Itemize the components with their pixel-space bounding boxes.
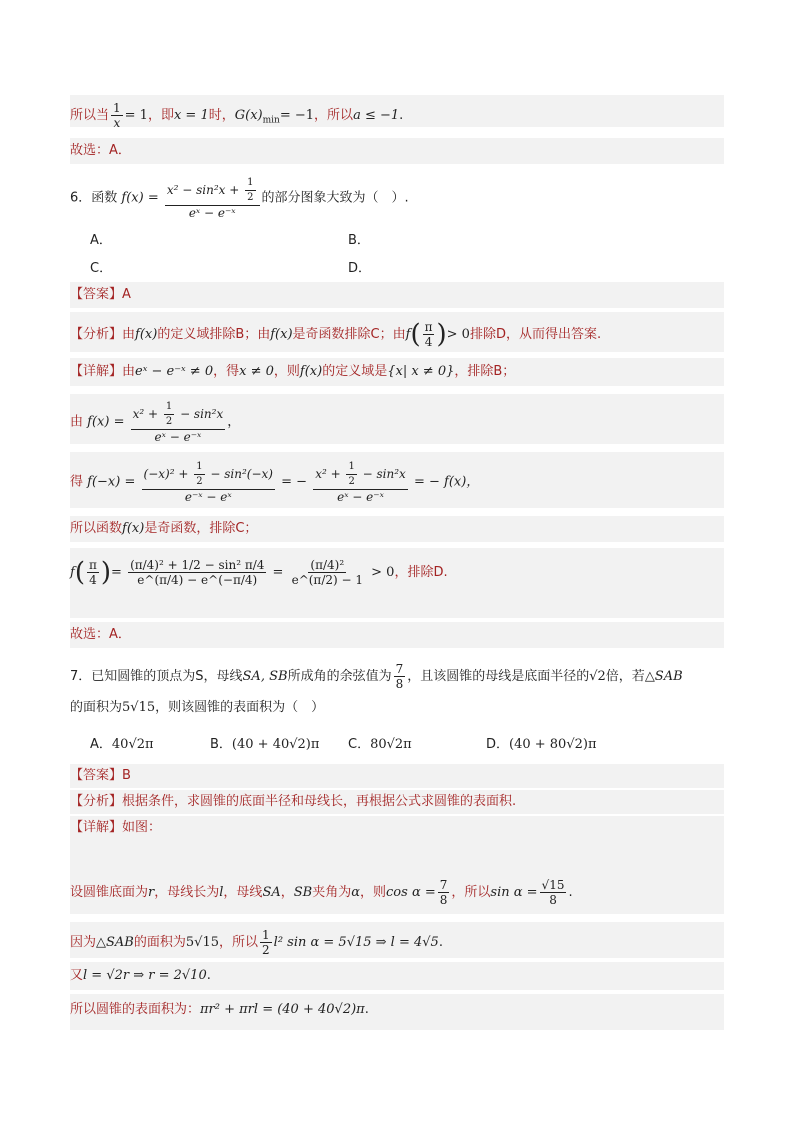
q7-figure-placeholder	[70, 840, 724, 868]
q6-option-a[interactable]: A．	[90, 233, 112, 248]
q7-option-a[interactable]: A．40√2π	[90, 737, 154, 752]
q7-option-c[interactable]: C．80√2π	[348, 737, 412, 752]
q7-detail: 【详解】如图：	[70, 816, 724, 840]
answer-prev: 故选：A．	[70, 138, 724, 164]
q6-analysis: 【分析】由f(x)的定义域排除B；由f(x)是奇函数排除C；由f( $\frac{\pi}{4}$ )> 0排除D，从而得出答案.	[70, 312, 724, 352]
q7-answer: 【答案】B	[70, 764, 724, 788]
q7-option-d[interactable]: D．(40 + 80√2)π	[486, 737, 597, 752]
q6-answer: 【答案】A	[70, 282, 724, 308]
q6-stem: 6．函数 f(x) = x² − sin²x + $\frac{1}{2}$ eˣ − e⁻ˣ 的部分图象大致为（ ）.	[70, 177, 409, 220]
fraction-1-over-x: $\frac{1}{x}$	[113, 101, 121, 130]
q7-option-b[interactable]: B．(40 + 40√2)π	[210, 737, 320, 752]
q6-step-f-pi4: f( $\frac{\pi}{4}$ )= $\frac{\text{(π/4)² + 1/2 − sin² π/4}}{e\^{}(\pi/4) - e\^{}(-\pi/4)}$ = $\frac{\text{(π/4)²}}{e\^{}(\pi/2) - 1}$ > 0，排除D.	[70, 548, 724, 618]
q7-stem-line2: 的面积为5√15，则该圆锥的表面积为（ ）	[70, 700, 325, 715]
q6-option-b[interactable]: B．	[348, 233, 370, 248]
q7-analysis: 【分析】根据条件，求圆锥的底面半径和母线长，再根据公式求圆锥的表面积.	[70, 790, 724, 814]
solution-line-gmin: 所以当 $\frac{1}{x}$ = 1，即x = 1时，$G(x)_{min}= -1$，所以a ≤ −1.	[70, 95, 724, 127]
q7-step-2: 因为△SAB的面积为5√15，所以 $\frac{1}{2}$ l² sin α = 5√15 ⇒ l = 4√5.	[70, 922, 724, 958]
q6-option-c[interactable]: C．	[90, 261, 113, 276]
q7-step-4: 所以圆锥的表面积为：πr² + πrl = (40 + 40√2)π.	[70, 994, 724, 1030]
q7-stem-line1: 7．已知圆锥的顶点为S，母线SA, SB所成角的余弦值为 $\frac{7}{8}$ ，且该圆锥的母线是底面半径的√2倍，若△SAB	[70, 662, 683, 691]
q7-step-3: 又l = √2r ⇒ r = 2√10.	[70, 962, 724, 990]
q6-detail-domain: 【详解】由eˣ − e⁻ˣ ≠ 0，得x ≠ 0，则f(x)的定义域是{x| x ≠ 0}，排除B；	[70, 358, 724, 386]
q6-step-fx: 由 f(x) = x² + $\frac{1}{2}$ − sin²x eˣ − e⁻ˣ ，	[70, 394, 724, 444]
q6-option-d[interactable]: D．	[348, 261, 372, 276]
q6-odd-function: 所以函数f(x)是奇函数，排除C；	[70, 516, 724, 542]
q6-step-f-minus-x: 得 f(−x) = (−x)² + $\frac{1}{2}$ − sin²(−x) e⁻ˣ − eˣ = − x² + $\frac{1}{2}$ − sin²x eˣ − e⁻ˣ = − f(x)，	[70, 452, 724, 508]
q7-step-1: 设圆锥底面为r，母线长为l，母线SA，SB夹角为α，则cos α = $\frac{7}{8}$ ，所以sin α = $\frac{√15}{8}$ .	[70, 868, 724, 914]
q6-function-fraction: x² − sin²x + $\frac{1}{2}$ eˣ − e⁻ˣ	[165, 176, 260, 220]
q6-final-answer: 故选：A．	[70, 622, 724, 648]
